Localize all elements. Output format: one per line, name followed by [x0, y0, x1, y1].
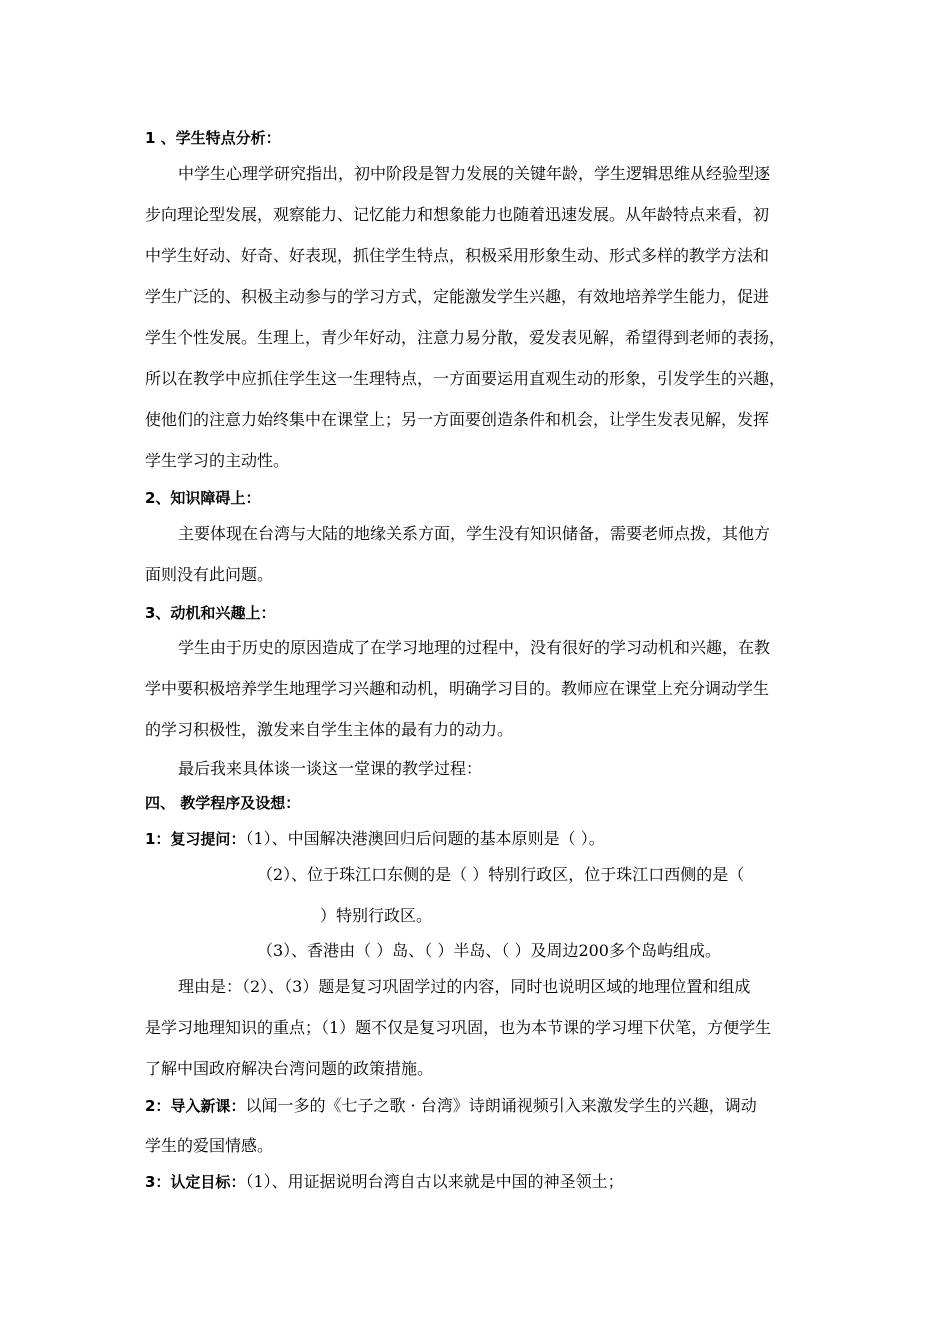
paragraph-line: 主要体现在台湾与大陆的地缘关系方面，学生没有知识储备，需要老师点拨，其他方	[178, 524, 771, 543]
paragraph-line: 使他们的注意力始终集中在课堂上；另一方面要创造条件和机会，让学生发表见解，发挥	[145, 410, 770, 429]
paragraph-line: 所以在教学中应抓住学生这一生理特点，一方面要运用直观生动的形象，引发学生的兴趣，	[145, 369, 786, 388]
paragraph-line: 面则没有此问题。	[145, 565, 274, 584]
review-question-1: （1）、中国解决港澳回归后问题的基本原则是（ ）。	[245, 829, 605, 848]
section-heading-teaching-procedure: 四、 教学程序及设想：	[145, 794, 301, 812]
section-heading-student-analysis: 1 、学生特点分析：	[145, 129, 281, 147]
goals-text: （1）、用证据说明台湾自古以来就是中国的神圣领土；	[245, 1172, 624, 1191]
review-question-2b: ）特别行政区。	[320, 906, 433, 925]
paragraph-line: 学生个性发展。生理上，青少年好动，注意力易分散，爱发表见解，希望得到老师的表扬，	[145, 328, 786, 347]
section-heading-knowledge-barrier: 2、知识障碍上：	[145, 489, 261, 507]
paragraph-line: 学生由于历史的原因造成了在学习地理的过程中，没有很好的学习动机和兴趣，在教	[178, 638, 771, 657]
intro-text: 以闻一多的《七子之歌 · 台湾》诗朗诵视频引入来激发学生的兴趣，调动	[245, 1096, 757, 1115]
intro-line	[145, 1096, 757, 1116]
paragraph-line: 中学生好动、好奇、好表现，抓住学生特点，积极采用形象生动、形式多样的教学方法和	[145, 246, 770, 265]
paragraph-line: 学生学习的主动性。	[145, 451, 290, 470]
paragraph-line: 步向理论型发展，观察能力、记忆能力和想象能力也随着迅速发展。从年龄特点来看，初	[145, 205, 770, 224]
intro-label: 2：导入新课：	[145, 1097, 246, 1115]
review-questions-line	[145, 829, 605, 849]
paragraph-line: 了解中国政府解决台湾问题的政策措施。	[145, 1059, 434, 1078]
review-label: 1：复习提问：	[145, 830, 246, 848]
goals-line	[145, 1172, 624, 1192]
review-question-2a: （2）、位于珠江口东侧的是（ ）特别行政区，位于珠江口西侧的是（	[257, 865, 745, 884]
section-heading-motivation: 3、动机和兴趣上：	[145, 604, 276, 622]
paragraph-line: 学中要积极培养学生地理学习兴趣和动机，明确学习目的。教师应在课堂上充分调动学生	[145, 679, 770, 698]
goals-label: 3：认定目标：	[145, 1173, 246, 1191]
review-question-3: （3）、香港由（ ）岛、（ ）半岛、（ ）及周边200多个岛屿组成。	[257, 941, 721, 960]
paragraph-line: 理由是：（2）、（3）题是复习巩固学过的内容，同时也说明区域的地理位置和组成	[178, 977, 751, 996]
paragraph-line: 中学生心理学研究指出，初中阶段是智力发展的关键年龄，学生逻辑思维从经验型逐	[178, 164, 771, 183]
closing-line: 最后我来具体谈一谈这一堂课的教学过程：	[178, 759, 483, 778]
paragraph-line: 学生广泛的、积极主动参与的学习方式，定能激发学生兴趣，有效地培养学生能力，促进	[145, 287, 770, 306]
intro-text-continued: 学生的爱国情感。	[145, 1136, 274, 1155]
paragraph-line: 是学习地理知识的重点；（1）题不仅是复习巩固，也为本节课的学习埋下伏笔，方便学生	[145, 1018, 772, 1037]
paragraph-line: 的学习积极性，激发来自学生主体的最有力的动力。	[145, 720, 514, 739]
